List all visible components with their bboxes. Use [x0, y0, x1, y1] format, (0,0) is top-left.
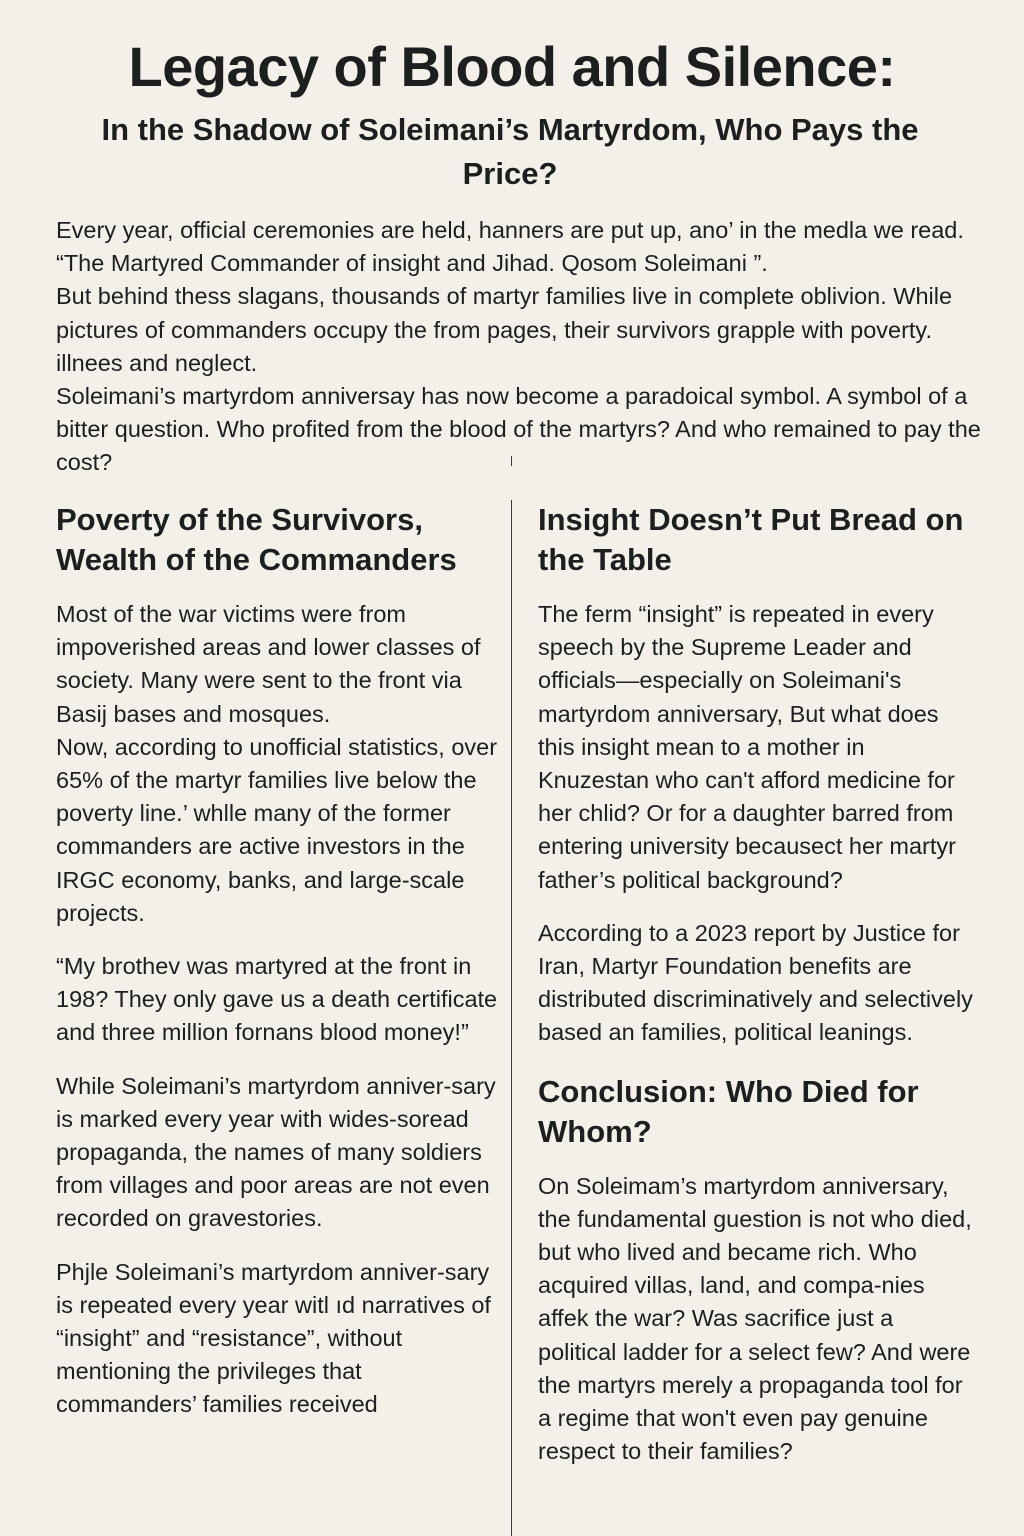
divider-tick	[511, 456, 512, 466]
left-paragraph-5: Phjle Soleimani’s martyrdom anniver-sary is repeated every year witl ıd narratives of “insight” and “resistance”, without mentioning the privileges that commanders’ families received	[56, 1258, 491, 1418]
intro-paragraph: But behind thess slagans, thousands of martyr families live in complete oblivion. While pictures of commanders occupy the from pages, their survivors grapple with poverty. illnees and neglect.	[56, 283, 953, 376]
left-paragraph-4: While Soleimani’s martyrdom anniver-sary is marked every year with wides-soread propaganda, the names of many soldiers from villages and poor areas are not even recorded on gravestories.	[56, 1072, 496, 1232]
left-heading: Poverty of the Survivors, Wealth of the Commanders	[56, 502, 457, 577]
intro-section	[56, 214, 986, 480]
intro-paragraph: Every year, official ceremonies are held, hanners are put up, ano’ in the medla we read. “The Martyred Commander of insight and Jihad. Qosom Soleimani ”.	[56, 217, 964, 277]
intro-paragraph: Soleimani’s martyrdom anniversay has now become a paradoical symbol. A symbol of a bitter question. Who profited from the blood of the martyrs? And who remained to pay the cost?	[56, 383, 981, 476]
left-column	[56, 500, 502, 1442]
right-heading-conclusion: Conclusion: Who Died for Whom?	[538, 1073, 919, 1149]
right-paragraph-2: According to a 2023 report by Justice for Iran, Martyr Foundation benefits are distributed discriminatively and selectively based an families, political leanings.	[538, 919, 973, 1046]
right-heading-insight: Insight Doesn’t Put Bread on the Table	[538, 502, 964, 577]
right-paragraph-1: The ferm “insight” is repeated in every speech by the Supreme Leader and officials—especially on Soleimani's martyrdom anniversary, But what does this insight mean to a mother in Knuzestan who can't afford medicine for her chlid? Or for a daughter barred from entering university becausect her martyr father’s political background?	[538, 601, 956, 893]
left-paragraph-1: Most of the war victims were from impoverished areas and lower classes of society. Many were sent to the front via Basij bases and mosques.	[56, 601, 481, 727]
column-divider	[511, 500, 512, 1536]
left-quote: “My brothev was martyred at the front in 198? They only gave us a death certificate and three million fornans blood money!”	[56, 953, 498, 1046]
right-paragraph-3: On Soleimam’s martyrdom anniversary, the fundamental guestion is not who died, but who lived and became rich. Who acquired villas, land, and compa-nies affek the war? Was sacrifice just a political ladder for a select few? And were the martyrs merely a propaganda tool for a regime that won't even pay genuine respect to their families?	[538, 1172, 972, 1465]
page-subtitle: In the Shadow of Soleimani’s Martyrdom, Who Pays the Price?	[101, 112, 919, 191]
right-column	[538, 500, 978, 1488]
page-title: Legacy of Blood and Silence:	[128, 35, 896, 98]
left-paragraph-2: Now, according to unofficial statistics, over 65% of the martyr families live below the poverty line.’ whlle many of the former commanders are active investors in the IRGC economy, banks, and large-scale projects.	[56, 733, 498, 926]
